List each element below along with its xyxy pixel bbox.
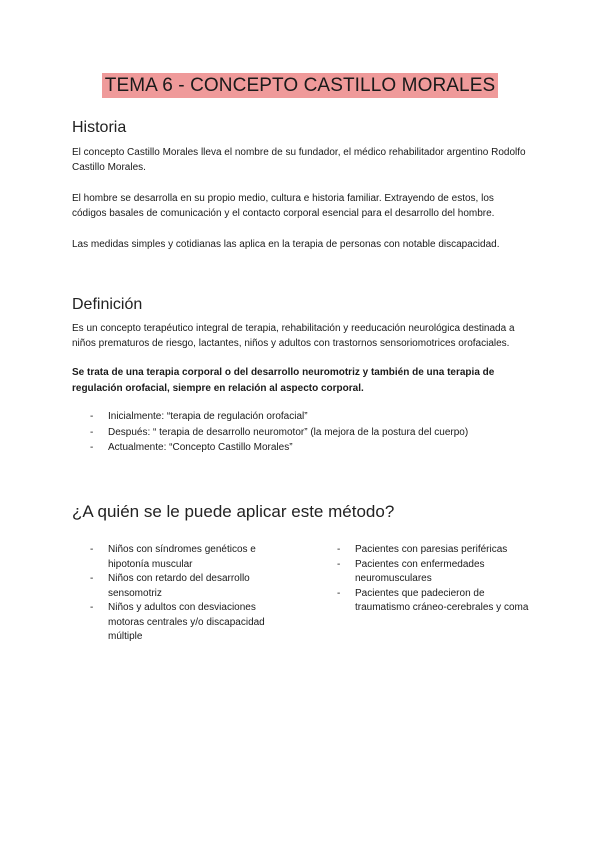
- list-item: - Pacientes con paresias periféricas: [319, 543, 529, 558]
- list-item: - Pacientes con enfermedades neuromusculares: [319, 558, 529, 587]
- historia-paragraph-3: Las medidas simples y cotidianas las aplica en la terapia de personas con notable discapacidad.: [72, 239, 500, 250]
- title-wrap: [0, 73, 600, 98]
- list-item: - Después: “ terapia de desarrollo neuromotor” (la mejora de la postura del cuerpo): [72, 425, 530, 441]
- definicion-list: [72, 409, 530, 456]
- definicion-heading: Definición: [72, 296, 143, 313]
- definicion-section: [72, 295, 530, 456]
- list-item: - Niños con síndromes genéticos e hipotonía muscular: [72, 543, 282, 572]
- list-item: - Pacientes que padecieron de traumatismo cráneo-cerebrales y coma: [319, 587, 529, 616]
- aplicacion-column-left: [72, 543, 282, 645]
- page-title: TEMA 6 - CONCEPTO CASTILLO MORALES: [102, 73, 499, 98]
- list-item: - Actualmente: “Concepto Castillo Morales”: [72, 440, 530, 456]
- aplicacion-column-right: [319, 543, 529, 616]
- aplicacion-heading: ¿A quién se le puede aplicar este método?: [72, 502, 395, 521]
- list-item: - Niños y adultos con desviaciones motoras centrales y/o discapacidad múltiple: [72, 601, 282, 645]
- aplicacion-section: [72, 502, 542, 522]
- definicion-bold-paragraph: Se trata de una terapia corporal o del desarrollo neuromotriz y también de una terapia de regulación orofacial, siempre en relación al aspecto corporal.: [72, 367, 495, 394]
- historia-paragraph-2: El hombre se desarrolla en su propio medio, cultura e historia familiar. Extrayendo de estos, los códigos basales de comunicación y el contacto corporal esencial para el desarrollo del hombre.: [72, 193, 495, 219]
- list-item: - Inicialmente: “terapia de regulación orofacial”: [72, 409, 530, 425]
- list-item: - Niños con retardo del desarrollo sensomotriz: [72, 572, 282, 601]
- historia-section: [72, 118, 530, 252]
- definicion-paragraph: Es un concepto terapéutico integral de terapia, rehabilitación y reeducación neurológica destinada a niños prematuros de riesgo, lactantes, niños y adultos con trastornos sensoriomotrices orofaciales.: [72, 323, 515, 349]
- historia-paragraph-1: El concepto Castillo Morales lleva el nombre de su fundador, el médico rehabilitador argentino Rodolfo Castillo Morales.: [72, 147, 526, 173]
- historia-heading: Historia: [72, 119, 127, 136]
